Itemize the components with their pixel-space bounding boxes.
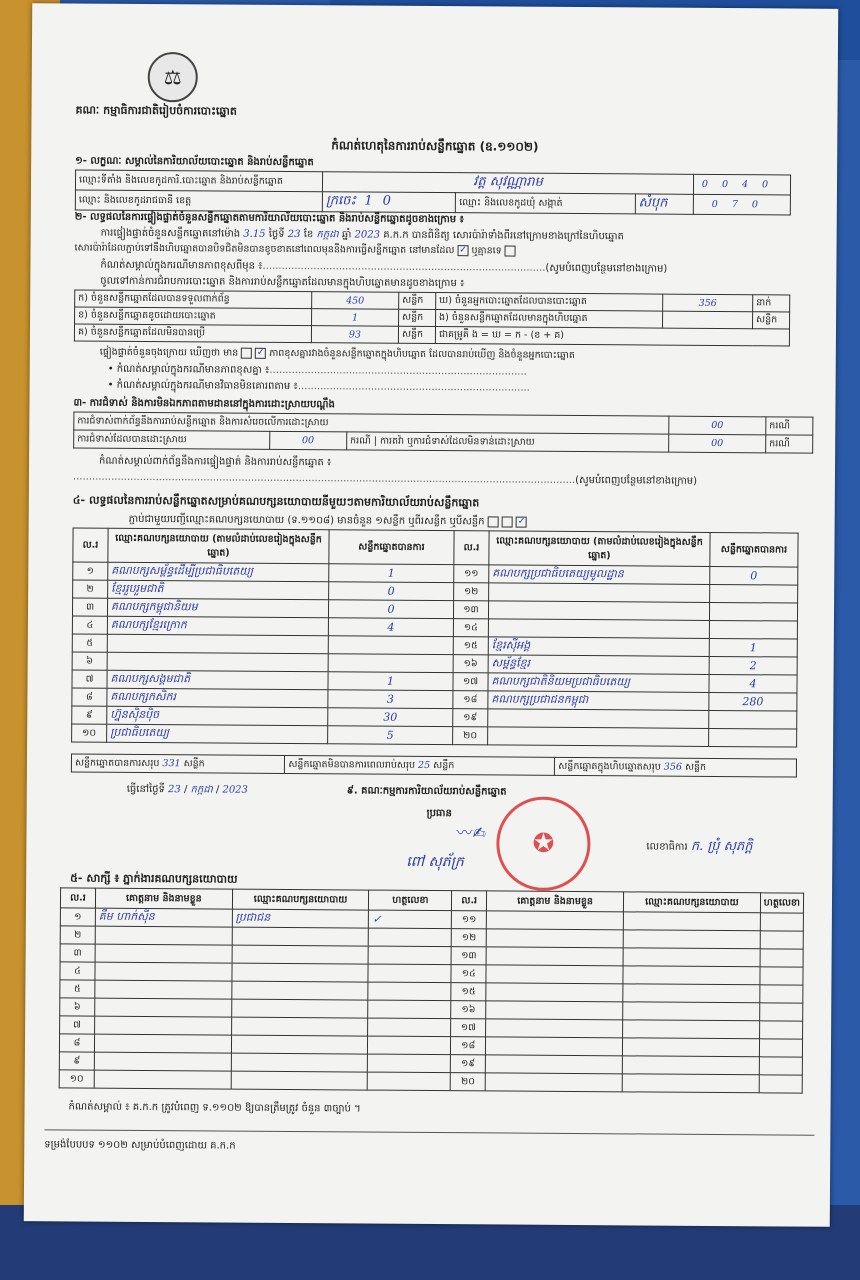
verification-hour: 3.15 bbox=[243, 228, 266, 240]
ballots-in-box-label: ង) ចំនួនសន្លឹកឆ្នោតដែលមានក្នុងហិបឆ្នោត bbox=[436, 310, 663, 329]
cell-name bbox=[94, 1052, 231, 1071]
ballot-counts-table bbox=[74, 290, 790, 347]
cell-party bbox=[231, 1053, 368, 1072]
cell-name bbox=[486, 1001, 623, 1020]
cell-no: ១៧ bbox=[451, 1019, 486, 1037]
province-row bbox=[322, 192, 456, 213]
footnote: កំណត់សម្គាល់ ៖ គ.ក.ក ត្រូវបំពេញ ទ.១១០២ ឱ្យបានត្រឹមត្រូវ ចំនួន ៣ច្បាប់ ។ bbox=[68, 1101, 361, 1115]
cell-party: គណបក្សកសិករ bbox=[107, 688, 328, 708]
cell-no: ១០ bbox=[59, 1070, 94, 1088]
form-reference: ទម្រង់បែបបទ ១១០២ សម្រាប់បំពេញដោយ គ.ក.ក bbox=[44, 1139, 236, 1152]
cell-party bbox=[489, 583, 710, 603]
cell-party bbox=[231, 1035, 368, 1054]
cell-party bbox=[623, 948, 760, 967]
cell-name bbox=[486, 983, 623, 1002]
cell-no: ១៨ bbox=[453, 691, 488, 709]
party-results-table bbox=[71, 527, 798, 747]
cell-party: គណបក្សប្រជាធិបតេយ្យមូលដ្ឋាន bbox=[489, 565, 710, 585]
total-in-box: សន្លឹកឆ្នោតក្នុងហិបឆ្នោតសរុប 356 សន្លឹក bbox=[555, 757, 797, 777]
cell-votes: 1 bbox=[329, 564, 454, 583]
cell-no: ៩ bbox=[59, 1052, 94, 1070]
col-party-header: ឈ្មោះគណបក្សនយោបាយ bbox=[232, 889, 369, 910]
spoiled-ballots-value: 1 bbox=[312, 309, 399, 327]
cell-party bbox=[623, 1020, 760, 1039]
unused-ballots-value: 93 bbox=[311, 326, 398, 344]
cell-name bbox=[486, 965, 623, 984]
bullet-note-1: • កំណត់សម្គាល់ក្នុងករណីមានភាពខុសគ្នា ៖................................................................................. bbox=[107, 363, 527, 378]
committee-name: គណៈ កម្មាធិការជាតិរៀបចំការបោះឆ្នោត bbox=[75, 103, 237, 118]
cell-party bbox=[488, 727, 709, 747]
location-table bbox=[75, 170, 791, 216]
cell-sign bbox=[760, 949, 803, 967]
unresolved-objections-label: ករណី | ការតវ៉ា ឬការជំទាស់ដែលមិនទាន់ដោះស្រាយ bbox=[346, 432, 668, 452]
cell-party bbox=[107, 652, 328, 672]
unit-label: សន្លឹក bbox=[398, 326, 435, 343]
unit-label: សន្លឹក bbox=[753, 312, 790, 329]
cell-no: ៨ bbox=[72, 688, 107, 706]
sheets-checkbox-1[interactable] bbox=[488, 516, 499, 527]
spoiled-ballots-label: ខ) ចំនួនសន្លឹកឆ្នោតខូចដោយបោះឆ្នោត bbox=[75, 307, 312, 326]
cell-sign bbox=[760, 931, 803, 949]
cell-party: គណបក្សខ្មែរក្រោក bbox=[107, 616, 328, 636]
ballot-intro-line: ចូលទៅកាន់ការជំរាបការបោះឆ្នោត និងការរាប់សន្លឹកឆ្នោតដែលមានក្នុងហិបឆ្នោតមានដូចខាងក្រោម ៖ bbox=[100, 275, 465, 290]
verification-day: 23 bbox=[287, 228, 301, 241]
cell-party bbox=[231, 981, 368, 1000]
cell-sign bbox=[369, 928, 452, 947]
voters-label: ឃ) ចំនួនអ្នកបោះឆ្នោតដែលបានបោះឆ្នោត bbox=[436, 293, 663, 312]
cell-no: ១៤ bbox=[451, 965, 486, 983]
cell-votes: 0 bbox=[328, 600, 453, 619]
cell-no: ១៩ bbox=[453, 709, 488, 727]
col-no-header: ល.រ bbox=[452, 891, 487, 911]
difference-note-line: កំណត់សម្គាល់ក្នុងករណីមានភាពខុសពីមុន ៖.........................................................................................(សូមបំពេញបន្ថែមនៅខាងក្រោម) bbox=[100, 259, 668, 275]
made-at-line: ធ្វើនៅថ្ងៃទី 23 / កក្កដា / 2023 bbox=[126, 783, 248, 796]
cell-no: ៦ bbox=[72, 652, 107, 670]
section4-sub: ភ្ជាប់ជាមួយបញ្ជីឈ្មោះគណបក្សនយោបាយ (ទ.១១០៨) មានចំនួន ១សន្លឹក ឬពីរសន្លឹក ឬបីសន្លឹក ✓ bbox=[128, 513, 526, 528]
cell-party: គណបក្សជាតិនិយមប្រជាធិបតេយ្យ bbox=[488, 673, 709, 693]
cell-no: ៣ bbox=[60, 944, 95, 962]
section1-heading: ១- លក្ខណៈ សម្គាល់នៃការិយាល័យបោះឆ្នោត និងរាប់សន្លឹកឆ្នោត bbox=[75, 155, 314, 169]
table-row bbox=[59, 1070, 802, 1093]
cell-no: ៦ bbox=[60, 998, 95, 1016]
verification-month: កក្កដា bbox=[316, 229, 339, 241]
cell-no: ១៣ bbox=[451, 947, 486, 965]
cell-party bbox=[623, 912, 760, 931]
cell-party: ខ្មែរស៊ីអង្គ bbox=[488, 637, 709, 657]
cell-party bbox=[488, 709, 709, 729]
location-value: វត្ត សុវណ្ណារាម bbox=[322, 172, 693, 195]
cell-party: គណបក្សសម្ព័ន្ធដើម្បីប្រជាធិបតេយ្យ bbox=[108, 562, 329, 582]
sheets-checkbox-3[interactable]: ✓ bbox=[517, 516, 526, 527]
office-label: ៩. គណៈកម្មការការិយាល័យរាប់សន្លឹកឆ្នោត bbox=[346, 785, 507, 798]
objections-table bbox=[73, 411, 813, 453]
cell-no: ២ bbox=[60, 926, 95, 944]
section3-heading: ៣- ការជំទាស់ និងការមិនឯកភាពតាមដាននៅក្នុងការដោះស្រាយបណ្តឹង bbox=[73, 397, 335, 411]
objections-label: ការជំទាស់ពាក់ព័ន្ធនឹងការរាប់សន្លឹកឆ្នោត និងការសំរេចលើការដោះស្រាយ bbox=[74, 412, 669, 434]
col-party-header: ឈ្មោះគណបក្សនយោបាយ bbox=[623, 892, 760, 913]
cell-party bbox=[622, 1056, 759, 1075]
cell-votes: 30 bbox=[328, 708, 453, 727]
cell-votes: 3 bbox=[328, 690, 453, 709]
cell-no: ១៦ bbox=[451, 1001, 486, 1019]
cell-party bbox=[231, 1017, 368, 1036]
cell-votes bbox=[328, 654, 453, 673]
cell-name bbox=[486, 1055, 623, 1074]
cell-votes: 5 bbox=[328, 726, 453, 745]
chair-signature: 〰✍ bbox=[456, 823, 486, 843]
cell-name bbox=[94, 1070, 231, 1089]
cell-party bbox=[623, 1002, 760, 1021]
cell-no: ១៥ bbox=[453, 637, 488, 655]
cell-sign bbox=[759, 1021, 802, 1039]
discrepancy-yes-checkbox[interactable] bbox=[241, 348, 252, 359]
province-value: ក្រចេះ bbox=[325, 193, 357, 209]
totals-table bbox=[71, 753, 797, 777]
cell-sign bbox=[368, 1072, 451, 1091]
bullet-note-2: • កំណត់សម្គាល់ក្នុងករណីមានវិធានមិនគោរពតាម ៖......................................................................... bbox=[107, 379, 530, 394]
cell-no: ៤ bbox=[60, 962, 95, 980]
section5-heading: ៥- សាក្សី ៖ ភ្នាក់ងារគណបក្សនយោបាយ bbox=[70, 871, 238, 886]
total-valid: សន្លឹកឆ្នោតបានការសរុប 331 សន្លឹក bbox=[71, 754, 285, 773]
cell-name bbox=[95, 1016, 232, 1035]
col-party-header: ឈ្មោះគណបក្សនយោបាយ (តាមលំដាប់លេខរៀងក្នុងសន្លឹកឆ្នោត) bbox=[489, 531, 710, 567]
commune-code: 070 bbox=[693, 194, 790, 215]
province-code: 10 bbox=[364, 193, 401, 209]
col-votes-header: សន្លឹកឆ្នោតបានការ bbox=[329, 530, 454, 565]
cell-name bbox=[95, 980, 232, 999]
sheets-checkbox-2[interactable] bbox=[502, 516, 513, 527]
secretary-line: លេខាធិការ ក. ប្រុំ សុភក្តិ bbox=[646, 838, 753, 855]
cell-votes bbox=[709, 728, 797, 747]
cell-sign bbox=[759, 1003, 802, 1021]
cell-no: ៨ bbox=[59, 1034, 94, 1052]
cell-party bbox=[231, 999, 368, 1018]
cell-sign bbox=[760, 913, 803, 931]
cell-name bbox=[486, 1019, 623, 1038]
cell-no: ១ bbox=[60, 908, 95, 926]
cell-party bbox=[488, 619, 709, 639]
cell-sign bbox=[368, 1000, 451, 1019]
ballots-received-label: ក) ចំនួនសន្លឹកឆ្នោតដែលបានទទួលពាក់ព័ន្ធ bbox=[75, 290, 312, 309]
cell-name bbox=[94, 1034, 231, 1053]
col-sign-header: ហត្ថលេខា bbox=[369, 890, 452, 911]
cell-no: ២ bbox=[73, 580, 108, 598]
location-label: ឈ្មោះទីតាំង និងលេខកូដការិ.បោះឆ្នោត និងរាប់សន្លឹកឆ្នោត bbox=[75, 170, 322, 192]
col-no-header: ល.រ bbox=[60, 888, 95, 908]
cell-party: ហ្វ៊ុនស៊ិនប៉ិច bbox=[107, 706, 328, 726]
location-code: 0040 bbox=[693, 174, 790, 195]
section4-heading: ៤- លទ្ធផលនៃការរាប់សន្លឹកឆ្នោតសម្រាប់គណបក្សនយោបាយនីមួយៗតាមការិយាល័យរាប់សន្លឹកឆ្នោត bbox=[72, 493, 480, 510]
table-row bbox=[72, 724, 797, 747]
unit-label: សន្លឹក bbox=[399, 292, 436, 309]
cell-party bbox=[622, 1074, 759, 1093]
discrepancy-no-checkbox[interactable]: ✓ bbox=[256, 347, 265, 358]
discrepancy-check-line: ផ្ទៀងផ្ទាត់ចំនួនចុងក្រោយ ឃើញថា មាន ✓ ភាពខុសគ្នារវាងចំនួនសន្លឹកឆ្នោតក្នុងហិបឆ្នោត ដែលបានរាប់ឃើញ និងចំនួនអ្នកបោះឆ្នោត bbox=[99, 346, 575, 361]
cell-party: សម្ព័ន្ធខ្មែរ bbox=[488, 655, 709, 675]
cell-sign bbox=[368, 1036, 451, 1055]
cell-no: ១ bbox=[73, 562, 108, 580]
witness-table bbox=[59, 887, 804, 1093]
col-no-header: ល.រ bbox=[454, 531, 489, 565]
cell-name bbox=[95, 998, 232, 1017]
formula-text: ជាគម្រូគឺ ង = ឃ = ក - (ខ + គ) bbox=[435, 327, 789, 346]
unit-label: ករណី bbox=[766, 417, 813, 435]
unresolved-objections-value: 00 bbox=[669, 434, 766, 453]
cell-no: ១២ bbox=[451, 929, 486, 947]
cell-party: គណបក្សកម្ពុជានិយម bbox=[107, 598, 328, 618]
cell-no: ២០ bbox=[453, 727, 488, 745]
cell-sign bbox=[760, 967, 803, 985]
cell-party bbox=[232, 927, 369, 946]
cell-party bbox=[488, 601, 709, 621]
cell-name bbox=[485, 1073, 622, 1092]
cell-name bbox=[487, 911, 624, 930]
cell-no: ១៨ bbox=[451, 1037, 486, 1055]
seal-broken-checkbox[interactable] bbox=[505, 246, 516, 257]
cell-votes: 2 bbox=[709, 656, 797, 675]
col-name-header: គោត្តនាម និងនាមខ្លួន bbox=[95, 888, 232, 909]
official-stamp-icon: ✪ bbox=[496, 796, 591, 891]
ballot-count-form-sheet bbox=[24, 3, 838, 1227]
chair-label: ប្រធាន bbox=[426, 807, 452, 820]
section2-heading: ២- លទ្ធផលនៃការផ្ទៀងផ្ទាត់ចំនួនសន្លឹកឆ្នោតតាមការិយាល័យបោះឆ្នោត និងរាប់សន្លឹកឆ្នោតដូចខាងក្រោម ៖ bbox=[74, 211, 465, 226]
cell-no: ៧ bbox=[60, 1016, 95, 1034]
cell-no: ១៤ bbox=[453, 619, 488, 637]
cell-no: ៤ bbox=[72, 616, 107, 634]
cell-no: ១៦ bbox=[453, 655, 488, 673]
cell-votes: 1 bbox=[328, 672, 453, 691]
cell-name bbox=[486, 929, 623, 948]
commune-label: ឈ្មោះ និងលេខកូដឃុំ សង្កាត់ bbox=[456, 193, 635, 214]
cell-no: ១៩ bbox=[451, 1055, 486, 1073]
cell-name bbox=[95, 944, 232, 963]
verification-year: 2023 bbox=[354, 229, 381, 241]
cell-party bbox=[231, 1071, 368, 1090]
cell-sign bbox=[368, 964, 451, 983]
unit-label: ករណី bbox=[766, 435, 813, 453]
voters-value: 356 bbox=[663, 294, 753, 312]
objections-value: 00 bbox=[669, 416, 766, 435]
cell-no: ២០ bbox=[450, 1073, 485, 1091]
cell-votes bbox=[328, 636, 453, 655]
ballots-received-value: 450 bbox=[312, 292, 399, 310]
cell-no: ១២ bbox=[454, 583, 489, 601]
unit-label: នាក់ bbox=[753, 295, 790, 312]
cell-votes bbox=[709, 620, 797, 639]
cell-no: ៩ bbox=[72, 706, 107, 724]
objection-note-2: ..............................................................................................................................................................(សូមបំពេញបន្ថែមនៅខាងក្រោម) bbox=[72, 471, 698, 487]
cell-votes bbox=[710, 584, 798, 603]
cell-sign bbox=[760, 985, 803, 1003]
nec-logo-icon: ⚖ bbox=[148, 52, 198, 102]
form-title: កំណត់ហេតុនៃការរាប់សន្លឹកឆ្នោត (ឧ.១១០២) bbox=[331, 138, 539, 154]
verification-line: ការផ្ទៀងផ្ទាត់ចំនួនសន្លឹកឆ្នោតនៅម៉ោង 3.15 ថ្ងៃទី 23 ខែ កក្កដា ឆ្នាំ 2023 គ.ក.ក បានពិនិត្យ សោរប៉ារ៉ាទាំងពីរនៅក្រោមខាងក្រៅនៃហិបឆ្នោត bbox=[100, 227, 624, 243]
unused-ballots-label: គ) ចំនួនសន្លឹកឆ្នោតដែលមិនបានប្រើ bbox=[74, 324, 311, 343]
resolved-objections-label: ការជំទាស់ដែលបានដោះស្រាយ bbox=[74, 430, 270, 449]
cell-party: គណបក្សប្រជាជនកម្ពុជា bbox=[488, 691, 709, 711]
cell-party: ប្រជាធិបតេយ្យ bbox=[107, 724, 328, 744]
cell-party bbox=[623, 966, 760, 985]
cell-party bbox=[107, 634, 328, 654]
cell-votes: 0 bbox=[710, 566, 798, 585]
cell-party: ខ្មែររួបរួមជាតិ bbox=[108, 580, 329, 600]
cell-party bbox=[232, 945, 369, 964]
cell-sign: ✓ bbox=[369, 910, 452, 929]
province-label: ឈ្មោះ និងលេខកូដរាជធានី ខេត្ត bbox=[75, 190, 322, 212]
cell-sign bbox=[759, 1075, 802, 1093]
cell-votes: 1 bbox=[709, 638, 797, 657]
cell-sign bbox=[759, 1057, 802, 1075]
cell-votes bbox=[709, 710, 797, 729]
cell-votes: 0 bbox=[329, 582, 454, 601]
chair-name: ពៅ សុភ័ក្រ bbox=[406, 853, 464, 871]
unit-label: សន្លឹក bbox=[399, 309, 436, 326]
cell-party bbox=[623, 984, 760, 1003]
resolved-objections-value: 00 bbox=[269, 431, 346, 450]
commune-value: សំបុក bbox=[635, 194, 694, 214]
col-name-header: គោត្តនាម និងនាមខ្លួន bbox=[487, 891, 624, 912]
col-votes-header: សន្លឹកឆ្នោតបានការ bbox=[710, 532, 798, 567]
cell-no: ១៧ bbox=[453, 673, 488, 691]
cell-no: ១០ bbox=[72, 724, 107, 742]
cell-name: គឹម ហាក់ស៊ីន bbox=[95, 908, 232, 927]
cell-no: ៥ bbox=[72, 634, 107, 652]
cell-votes bbox=[709, 602, 797, 621]
cell-name bbox=[95, 926, 232, 945]
cell-no: ១១ bbox=[454, 565, 489, 583]
col-no-header: ល.រ bbox=[73, 528, 108, 562]
cell-party bbox=[232, 963, 369, 982]
cell-sign bbox=[368, 1054, 451, 1073]
cell-party: គណបក្សសង្គមជាតិ bbox=[107, 670, 328, 690]
footer-divider bbox=[44, 1129, 814, 1135]
cell-party bbox=[622, 1038, 759, 1057]
cell-votes: 4 bbox=[709, 674, 797, 693]
cell-no: ៣ bbox=[72, 598, 107, 616]
cell-party: ប្រជាជន bbox=[232, 909, 369, 928]
seal-intact-checkbox[interactable]: ✓ bbox=[459, 245, 467, 256]
cell-no: ១៣ bbox=[453, 601, 488, 619]
cell-no: ១៥ bbox=[451, 983, 486, 1001]
cell-sign bbox=[368, 1018, 451, 1037]
cell-no: ៥ bbox=[60, 980, 95, 998]
cell-party bbox=[623, 930, 760, 949]
col-party-header: ឈ្មោះគណបក្សនយោបាយ (តាមលំដាប់លេខរៀងក្នុងសន្លឹកឆ្នោត) bbox=[108, 528, 329, 564]
cell-votes: 4 bbox=[328, 618, 453, 637]
col-sign-header: ហត្ថលេខា bbox=[760, 893, 803, 913]
cell-no: ១១ bbox=[452, 911, 487, 929]
objection-note: កំណត់សម្គាល់ពាក់ព័ន្ធនឹងការផ្ទៀងផ្ទាត់ និងការរាប់សន្លឹកឆ្នោត ៖ bbox=[99, 455, 332, 469]
cell-name bbox=[486, 947, 623, 966]
cell-name bbox=[95, 962, 232, 981]
total-invalid: សន្លឹកឆ្នោតមិនបានការពេលរាប់សរុប 25 សន្លឹក bbox=[285, 755, 555, 775]
cell-votes: 280 bbox=[709, 692, 797, 711]
cell-sign bbox=[368, 982, 451, 1001]
cell-name bbox=[486, 1037, 623, 1056]
cell-no: ៧ bbox=[72, 670, 107, 688]
cell-sign bbox=[759, 1039, 802, 1057]
cell-sign bbox=[369, 946, 452, 965]
seal-line: សោរប៉ារ៉ាដែលភ្ជាប់ទៅនឹងហិបឆ្នោតបានបិទជិតមិនបានខូចខាតនៅពេលមុននឹងការធ្វើសន្លឹកឆ្នោត នៅមានដែល ✓ ឬគ្មានទេ bbox=[75, 242, 516, 259]
